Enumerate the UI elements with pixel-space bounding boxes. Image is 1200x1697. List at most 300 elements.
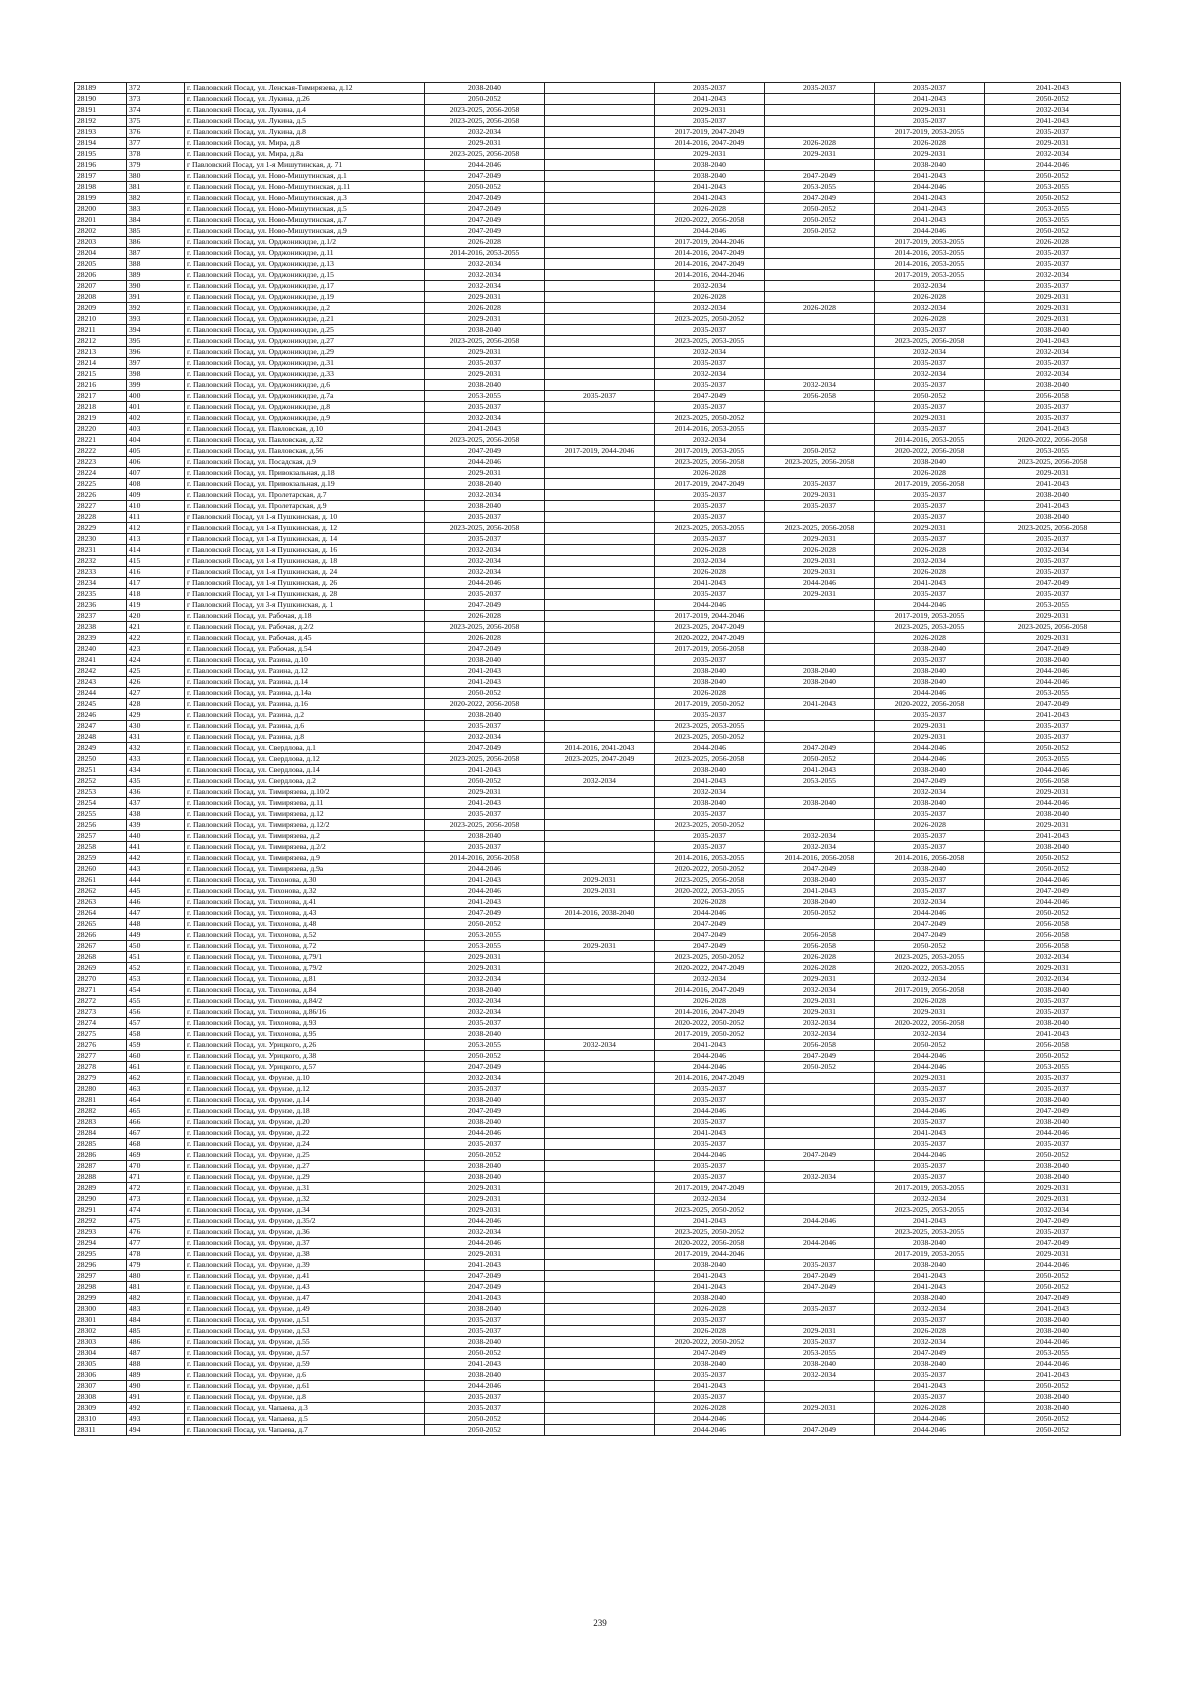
cell-period-6: 2056-2058 bbox=[985, 941, 1121, 952]
table-row bbox=[75, 182, 1121, 193]
cell-seq-number: 391 bbox=[127, 292, 185, 303]
cell-period-6: 2053-2055 bbox=[985, 182, 1121, 193]
cell-address: г. Павловский Посад, ул. Фрунзе, д.31 bbox=[185, 1183, 425, 1194]
cell-period-3: 2020-2022, 2053-2055 bbox=[655, 886, 765, 897]
cell-period-4 bbox=[765, 1249, 875, 1260]
cell-period-6: 2035-2037 bbox=[985, 589, 1121, 600]
cell-period-1: 2023-2025, 2056-2058 bbox=[425, 820, 545, 831]
cell-period-6: 2056-2058 bbox=[985, 1040, 1121, 1051]
cell-record-id: 28205 bbox=[75, 259, 127, 270]
cell-period-5: 2029-2031 bbox=[875, 523, 985, 534]
cell-period-3: 2035-2037 bbox=[655, 809, 765, 820]
table-row bbox=[75, 94, 1121, 105]
cell-period-2 bbox=[545, 435, 655, 446]
cell-address: г. Павловский Посад, ул. Мира, д.8а bbox=[185, 149, 425, 160]
cell-period-1: 2044-2046 bbox=[425, 886, 545, 897]
cell-period-2 bbox=[545, 897, 655, 908]
cell-record-id: 28270 bbox=[75, 974, 127, 985]
cell-address: г Павловский Посад, ул 1-я Мишутинская, д. 71 bbox=[185, 160, 425, 171]
cell-address: г. Павловский Посад, ул. Фрунзе, д.32 bbox=[185, 1194, 425, 1205]
cell-period-3: 2020-2022, 2047-2049 bbox=[655, 633, 765, 644]
cell-seq-number: 470 bbox=[127, 1161, 185, 1172]
cell-seq-number: 447 bbox=[127, 908, 185, 919]
cell-period-4: 2029-2031 bbox=[765, 1403, 875, 1414]
cell-period-2 bbox=[545, 479, 655, 490]
cell-period-3: 2041-2043 bbox=[655, 94, 765, 105]
cell-period-1: 2044-2046 bbox=[425, 1381, 545, 1392]
cell-address: г. Павловский Посад, ул. Разина, д.6 bbox=[185, 721, 425, 732]
cell-period-6: 2050-2052 bbox=[985, 1381, 1121, 1392]
cell-period-4: 2050-2052 bbox=[765, 1062, 875, 1073]
cell-address: г. Павловский Посад, ул. Разина, д.2 bbox=[185, 710, 425, 721]
cell-record-id: 28220 bbox=[75, 424, 127, 435]
cell-period-6: 2026-2028 bbox=[985, 237, 1121, 248]
cell-period-1: 2038-2040 bbox=[425, 831, 545, 842]
cell-period-6: 2047-2049 bbox=[985, 1106, 1121, 1117]
cell-period-2 bbox=[545, 248, 655, 259]
cell-seq-number: 403 bbox=[127, 424, 185, 435]
cell-period-4: 2032-2034 bbox=[765, 831, 875, 842]
cell-period-1: 2050-2052 bbox=[425, 1348, 545, 1359]
cell-period-4: 2026-2028 bbox=[765, 952, 875, 963]
cell-period-1: 2035-2037 bbox=[425, 512, 545, 523]
cell-record-id: 28247 bbox=[75, 721, 127, 732]
cell-period-6: 2029-2031 bbox=[985, 303, 1121, 314]
cell-record-id: 28245 bbox=[75, 699, 127, 710]
table-row bbox=[75, 1183, 1121, 1194]
table-row bbox=[75, 512, 1121, 523]
cell-period-2 bbox=[545, 1161, 655, 1172]
cell-address: г. Павловский Посад, ул. Тихонова, д.79/1 bbox=[185, 952, 425, 963]
cell-period-2 bbox=[545, 1007, 655, 1018]
table-row bbox=[75, 149, 1121, 160]
cell-period-6: 2038-2040 bbox=[985, 1161, 1121, 1172]
cell-address: г. Павловский Посад, ул. Тимирязева, д.11 bbox=[185, 798, 425, 809]
cell-period-4: 2053-2055 bbox=[765, 182, 875, 193]
cell-record-id: 28238 bbox=[75, 622, 127, 633]
cell-record-id: 28299 bbox=[75, 1293, 127, 1304]
cell-period-2 bbox=[545, 1194, 655, 1205]
cell-period-3: 2035-2037 bbox=[655, 325, 765, 336]
cell-period-6: 2047-2049 bbox=[985, 699, 1121, 710]
cell-period-4 bbox=[765, 369, 875, 380]
cell-period-3: 2041-2043 bbox=[655, 1381, 765, 1392]
table-row bbox=[75, 798, 1121, 809]
cell-seq-number: 412 bbox=[127, 523, 185, 534]
cell-address: г. Павловский Посад, ул. Орджоникидзе, д.1/2 bbox=[185, 237, 425, 248]
cell-period-5: 2038-2040 bbox=[875, 666, 985, 677]
cell-seq-number: 394 bbox=[127, 325, 185, 336]
cell-period-2 bbox=[545, 1095, 655, 1106]
cell-period-6: 2023-2025, 2056-2058 bbox=[985, 523, 1121, 534]
cell-period-1: 2038-2040 bbox=[425, 479, 545, 490]
cell-period-1: 2035-2037 bbox=[425, 721, 545, 732]
cell-period-5: 2047-2049 bbox=[875, 919, 985, 930]
cell-period-4: 2032-2034 bbox=[765, 985, 875, 996]
cell-period-6: 2044-2046 bbox=[985, 677, 1121, 688]
cell-period-5: 2035-2037 bbox=[875, 534, 985, 545]
cell-period-5: 2035-2037 bbox=[875, 1315, 985, 1326]
cell-seq-number: 396 bbox=[127, 347, 185, 358]
cell-address: г. Павловский Посад, ул. Павловская, д.10 bbox=[185, 424, 425, 435]
cell-period-4 bbox=[765, 1183, 875, 1194]
cell-period-4: 2056-2058 bbox=[765, 941, 875, 952]
cell-period-4: 2032-2034 bbox=[765, 842, 875, 853]
cell-period-4: 2050-2052 bbox=[765, 754, 875, 765]
cell-period-5: 2029-2031 bbox=[875, 732, 985, 743]
cell-seq-number: 442 bbox=[127, 853, 185, 864]
cell-address: г. Павловский Посад, ул. Посадская, д.9 bbox=[185, 457, 425, 468]
cell-record-id: 28214 bbox=[75, 358, 127, 369]
cell-period-3: 2020-2022, 2050-2052 bbox=[655, 1018, 765, 1029]
cell-seq-number: 493 bbox=[127, 1414, 185, 1425]
cell-period-2 bbox=[545, 952, 655, 963]
cell-period-2: 2014-2016, 2038-2040 bbox=[545, 908, 655, 919]
cell-period-6: 2038-2040 bbox=[985, 1392, 1121, 1403]
cell-seq-number: 417 bbox=[127, 578, 185, 589]
cell-seq-number: 378 bbox=[127, 149, 185, 160]
table-row bbox=[75, 1084, 1121, 1095]
cell-period-3: 2014-2016, 2047-2049 bbox=[655, 248, 765, 259]
table-row bbox=[75, 457, 1121, 468]
cell-period-4 bbox=[765, 732, 875, 743]
cell-period-6: 2038-2040 bbox=[985, 512, 1121, 523]
cell-period-4: 2047-2049 bbox=[765, 1150, 875, 1161]
cell-period-3: 2026-2028 bbox=[655, 1326, 765, 1337]
cell-period-3: 2014-2016, 2047-2049 bbox=[655, 138, 765, 149]
cell-period-4 bbox=[765, 94, 875, 105]
cell-period-1: 2041-2043 bbox=[425, 765, 545, 776]
cell-address: г. Павловский Посад, ул. Фрунзе, д.29 bbox=[185, 1172, 425, 1183]
table-row bbox=[75, 380, 1121, 391]
cell-seq-number: 478 bbox=[127, 1249, 185, 1260]
cell-address: г. Павловский Посад, ул. Фрунзе, д.14 bbox=[185, 1095, 425, 1106]
cell-address: г. Павловский Посад, ул. Фрунзе, д.57 bbox=[185, 1348, 425, 1359]
cell-period-6: 2029-2031 bbox=[985, 787, 1121, 798]
cell-seq-number: 426 bbox=[127, 677, 185, 688]
cell-period-6: 2050-2052 bbox=[985, 193, 1121, 204]
cell-address: г. Павловский Посад, ул. Фрунзе, д.51 bbox=[185, 1315, 425, 1326]
cell-period-4: 2041-2043 bbox=[765, 699, 875, 710]
cell-period-6: 2038-2040 bbox=[985, 1095, 1121, 1106]
cell-period-5: 2029-2031 bbox=[875, 1007, 985, 1018]
cell-record-id: 28269 bbox=[75, 963, 127, 974]
cell-seq-number: 388 bbox=[127, 259, 185, 270]
cell-period-1: 2047-2049 bbox=[425, 215, 545, 226]
cell-period-3: 2035-2037 bbox=[655, 589, 765, 600]
cell-period-5: 2017-2019, 2053-2055 bbox=[875, 127, 985, 138]
cell-record-id: 28202 bbox=[75, 226, 127, 237]
cell-period-4: 2029-2031 bbox=[765, 534, 875, 545]
cell-address: г. Павловский Посад, ул. Тимирязева, д.12 bbox=[185, 809, 425, 820]
cell-period-6: 2023-2025, 2056-2058 bbox=[985, 622, 1121, 633]
cell-period-6: 2041-2043 bbox=[985, 116, 1121, 127]
cell-period-3: 2026-2028 bbox=[655, 1304, 765, 1315]
table-row bbox=[75, 864, 1121, 875]
cell-period-5: 2026-2028 bbox=[875, 820, 985, 831]
cell-record-id: 28301 bbox=[75, 1315, 127, 1326]
cell-address: г. Павловский Посад, ул. Орджоникидзе, д.8 bbox=[185, 402, 425, 413]
cell-period-1: 2038-2040 bbox=[425, 1304, 545, 1315]
cell-record-id: 28190 bbox=[75, 94, 127, 105]
cell-period-6: 2035-2037 bbox=[985, 281, 1121, 292]
cell-record-id: 28249 bbox=[75, 743, 127, 754]
cell-period-6: 2029-2031 bbox=[985, 963, 1121, 974]
cell-period-3: 2047-2049 bbox=[655, 941, 765, 952]
cell-period-3: 2044-2046 bbox=[655, 1051, 765, 1062]
cell-seq-number: 418 bbox=[127, 589, 185, 600]
cell-period-4 bbox=[765, 160, 875, 171]
cell-seq-number: 449 bbox=[127, 930, 185, 941]
cell-record-id: 28282 bbox=[75, 1106, 127, 1117]
cell-period-4 bbox=[765, 1117, 875, 1128]
cell-record-id: 28294 bbox=[75, 1238, 127, 1249]
cell-period-6: 2044-2046 bbox=[985, 1260, 1121, 1271]
table-row bbox=[75, 303, 1121, 314]
cell-period-3: 2023-2025, 2050-2052 bbox=[655, 820, 765, 831]
cell-period-6: 2047-2049 bbox=[985, 1216, 1121, 1227]
cell-period-3: 2020-2022, 2050-2052 bbox=[655, 1337, 765, 1348]
cell-period-3: 2035-2037 bbox=[655, 1392, 765, 1403]
repair-schedule-table bbox=[74, 82, 1121, 1436]
cell-period-3: 2035-2037 bbox=[655, 1315, 765, 1326]
cell-period-3: 2032-2034 bbox=[655, 281, 765, 292]
cell-address: г. Павловский Посад, ул. Свердлова, д.14 bbox=[185, 765, 425, 776]
table-row bbox=[75, 611, 1121, 622]
cell-period-5: 2035-2037 bbox=[875, 710, 985, 721]
cell-period-5: 2035-2037 bbox=[875, 490, 985, 501]
table-row bbox=[75, 952, 1121, 963]
cell-period-3: 2020-2022, 2050-2052 bbox=[655, 864, 765, 875]
cell-period-4 bbox=[765, 435, 875, 446]
cell-period-3: 2017-2019, 2050-2052 bbox=[655, 699, 765, 710]
cell-record-id: 28297 bbox=[75, 1271, 127, 1282]
table-row bbox=[75, 919, 1121, 930]
cell-period-1: 2029-2031 bbox=[425, 347, 545, 358]
cell-record-id: 28221 bbox=[75, 435, 127, 446]
cell-period-2 bbox=[545, 1117, 655, 1128]
cell-seq-number: 468 bbox=[127, 1139, 185, 1150]
table-row bbox=[75, 1205, 1121, 1216]
cell-period-4: 2026-2028 bbox=[765, 963, 875, 974]
cell-record-id: 28296 bbox=[75, 1260, 127, 1271]
cell-period-2 bbox=[545, 842, 655, 853]
cell-period-6: 2032-2034 bbox=[985, 105, 1121, 116]
cell-seq-number: 490 bbox=[127, 1381, 185, 1392]
cell-seq-number: 450 bbox=[127, 941, 185, 952]
cell-record-id: 28200 bbox=[75, 204, 127, 215]
cell-period-6: 2053-2055 bbox=[985, 215, 1121, 226]
cell-period-2 bbox=[545, 138, 655, 149]
cell-period-5: 2035-2037 bbox=[875, 809, 985, 820]
cell-period-1: 2032-2034 bbox=[425, 974, 545, 985]
cell-period-3: 2014-2016, 2047-2049 bbox=[655, 1073, 765, 1084]
cell-record-id: 28274 bbox=[75, 1018, 127, 1029]
cell-address: г. Павловский Посад, ул. Тихонова, д.81 bbox=[185, 974, 425, 985]
cell-period-3: 2035-2037 bbox=[655, 1139, 765, 1150]
cell-address: г. Павловский Посад, ул. Фрунзе, д.22 bbox=[185, 1128, 425, 1139]
cell-seq-number: 439 bbox=[127, 820, 185, 831]
cell-period-3: 2032-2034 bbox=[655, 435, 765, 446]
table-row bbox=[75, 1029, 1121, 1040]
cell-period-1: 2044-2046 bbox=[425, 1216, 545, 1227]
cell-period-4: 2029-2031 bbox=[765, 149, 875, 160]
cell-seq-number: 491 bbox=[127, 1392, 185, 1403]
cell-period-2 bbox=[545, 1073, 655, 1084]
cell-address: г. Павловский Посад, ул. Фрунзе, д.53 bbox=[185, 1326, 425, 1337]
table-row bbox=[75, 1117, 1121, 1128]
cell-period-5: 2038-2040 bbox=[875, 1359, 985, 1370]
cell-seq-number: 430 bbox=[127, 721, 185, 732]
cell-period-2 bbox=[545, 611, 655, 622]
cell-address: г. Павловский Посад, ул. Привокзальная, д.19 bbox=[185, 479, 425, 490]
cell-period-4 bbox=[765, 1106, 875, 1117]
cell-period-1: 2023-2025, 2056-2058 bbox=[425, 754, 545, 765]
cell-period-2 bbox=[545, 1348, 655, 1359]
cell-record-id: 28289 bbox=[75, 1183, 127, 1194]
cell-period-6: 2056-2058 bbox=[985, 930, 1121, 941]
cell-address: г. Павловский Посад, ул. Фрунзе, д.36 bbox=[185, 1227, 425, 1238]
cell-address: г. Павловский Посад, ул. Тихонова, д.95 bbox=[185, 1029, 425, 1040]
cell-period-4: 2050-2052 bbox=[765, 446, 875, 457]
cell-seq-number: 452 bbox=[127, 963, 185, 974]
cell-period-5: 2032-2034 bbox=[875, 303, 985, 314]
cell-seq-number: 456 bbox=[127, 1007, 185, 1018]
cell-record-id: 28265 bbox=[75, 919, 127, 930]
cell-record-id: 28309 bbox=[75, 1403, 127, 1414]
table-row bbox=[75, 1238, 1121, 1249]
cell-period-2 bbox=[545, 160, 655, 171]
cell-period-1: 2038-2040 bbox=[425, 380, 545, 391]
cell-period-1: 2023-2025, 2056-2058 bbox=[425, 622, 545, 633]
table-row bbox=[75, 765, 1121, 776]
cell-address: г. Павловский Посад, ул. Ново-Мишутинская, д.1 bbox=[185, 171, 425, 182]
cell-address: г. Павловский Посад, ул. Фрунзе, д.24 bbox=[185, 1139, 425, 1150]
cell-address: г. Павловский Посад, ул. Чапаева, д.5 bbox=[185, 1414, 425, 1425]
cell-seq-number: 444 bbox=[127, 875, 185, 886]
cell-record-id: 28280 bbox=[75, 1084, 127, 1095]
cell-period-4: 2029-2031 bbox=[765, 589, 875, 600]
cell-period-1: 2014-2016, 2056-2058 bbox=[425, 853, 545, 864]
cell-period-5: 2017-2019, 2053-2055 bbox=[875, 1249, 985, 1260]
cell-period-5: 2038-2040 bbox=[875, 864, 985, 875]
cell-period-4: 2035-2037 bbox=[765, 1337, 875, 1348]
cell-address: г. Павловский Посад, ул. Лукина, д.8 bbox=[185, 127, 425, 138]
table-row bbox=[75, 281, 1121, 292]
cell-period-3: 2035-2037 bbox=[655, 358, 765, 369]
cell-period-6: 2041-2043 bbox=[985, 501, 1121, 512]
cell-period-3: 2047-2049 bbox=[655, 930, 765, 941]
cell-period-1: 2029-2031 bbox=[425, 314, 545, 325]
cell-period-3: 2038-2040 bbox=[655, 1293, 765, 1304]
cell-period-3: 2023-2025, 2050-2052 bbox=[655, 732, 765, 743]
cell-seq-number: 386 bbox=[127, 237, 185, 248]
cell-address: г. Павловский Посад, ул. Тихонова, д.30 bbox=[185, 875, 425, 886]
cell-period-6: 2029-2031 bbox=[985, 820, 1121, 831]
cell-seq-number: 411 bbox=[127, 512, 185, 523]
cell-record-id: 28250 bbox=[75, 754, 127, 765]
cell-period-2 bbox=[545, 182, 655, 193]
table-row bbox=[75, 743, 1121, 754]
table-row bbox=[75, 985, 1121, 996]
cell-record-id: 28235 bbox=[75, 589, 127, 600]
cell-seq-number: 464 bbox=[127, 1095, 185, 1106]
cell-period-6: 2047-2049 bbox=[985, 644, 1121, 655]
cell-period-3: 2035-2037 bbox=[655, 490, 765, 501]
cell-address: г. Павловский Посад, ул. Тимирязева, д.2/2 bbox=[185, 842, 425, 853]
cell-period-3: 2035-2037 bbox=[655, 534, 765, 545]
cell-record-id: 28311 bbox=[75, 1425, 127, 1436]
cell-address: г. Павловский Посад, ул. Фрунзе, д.47 bbox=[185, 1293, 425, 1304]
cell-period-2 bbox=[545, 1392, 655, 1403]
cell-period-4 bbox=[765, 347, 875, 358]
cell-period-4: 2050-2052 bbox=[765, 204, 875, 215]
table-row bbox=[75, 1172, 1121, 1183]
cell-period-2 bbox=[545, 919, 655, 930]
table-row bbox=[75, 1271, 1121, 1282]
cell-period-1: 2026-2028 bbox=[425, 237, 545, 248]
cell-period-4 bbox=[765, 622, 875, 633]
cell-period-5: 2029-2031 bbox=[875, 721, 985, 732]
cell-period-1: 2038-2040 bbox=[425, 1095, 545, 1106]
cell-record-id: 28215 bbox=[75, 369, 127, 380]
table-row bbox=[75, 809, 1121, 820]
cell-period-6: 2032-2034 bbox=[985, 149, 1121, 160]
cell-period-2 bbox=[545, 402, 655, 413]
cell-seq-number: 429 bbox=[127, 710, 185, 721]
cell-seq-number: 392 bbox=[127, 303, 185, 314]
cell-seq-number: 488 bbox=[127, 1359, 185, 1370]
cell-period-6: 2029-2031 bbox=[985, 1183, 1121, 1194]
cell-period-3: 2014-2016, 2047-2049 bbox=[655, 1007, 765, 1018]
table-row bbox=[75, 1260, 1121, 1271]
cell-period-4: 2047-2049 bbox=[765, 171, 875, 182]
cell-period-5: 2041-2043 bbox=[875, 1216, 985, 1227]
cell-period-6: 2032-2034 bbox=[985, 369, 1121, 380]
cell-period-2 bbox=[545, 501, 655, 512]
cell-record-id: 28233 bbox=[75, 567, 127, 578]
cell-period-5: 2035-2037 bbox=[875, 1172, 985, 1183]
cell-record-id: 28207 bbox=[75, 281, 127, 292]
cell-period-1: 2029-2031 bbox=[425, 292, 545, 303]
cell-period-5: 2029-2031 bbox=[875, 413, 985, 424]
cell-seq-number: 481 bbox=[127, 1282, 185, 1293]
cell-period-4: 2029-2031 bbox=[765, 1007, 875, 1018]
cell-period-6: 2032-2034 bbox=[985, 974, 1121, 985]
cell-period-1: 2032-2034 bbox=[425, 1073, 545, 1084]
cell-seq-number: 409 bbox=[127, 490, 185, 501]
cell-period-6: 2050-2052 bbox=[985, 1425, 1121, 1436]
document-table-container bbox=[74, 82, 1120, 1436]
cell-period-2 bbox=[545, 83, 655, 94]
cell-period-5: 2050-2052 bbox=[875, 391, 985, 402]
cell-period-1: 2041-2043 bbox=[425, 677, 545, 688]
cell-period-5: 2023-2025, 2056-2058 bbox=[875, 336, 985, 347]
cell-address: г. Павловский Посад, ул. Ленская-Тимирязева, д.12 bbox=[185, 83, 425, 94]
cell-period-3: 2044-2046 bbox=[655, 226, 765, 237]
table-row bbox=[75, 116, 1121, 127]
cell-period-1: 2035-2037 bbox=[425, 809, 545, 820]
cell-period-1: 2047-2049 bbox=[425, 193, 545, 204]
cell-record-id: 28208 bbox=[75, 292, 127, 303]
cell-period-3: 2044-2046 bbox=[655, 1425, 765, 1436]
cell-period-2 bbox=[545, 644, 655, 655]
cell-period-5: 2026-2028 bbox=[875, 633, 985, 644]
cell-period-6: 2029-2031 bbox=[985, 292, 1121, 303]
cell-period-4 bbox=[765, 248, 875, 259]
cell-period-1: 2038-2040 bbox=[425, 710, 545, 721]
table-row bbox=[75, 1425, 1121, 1436]
